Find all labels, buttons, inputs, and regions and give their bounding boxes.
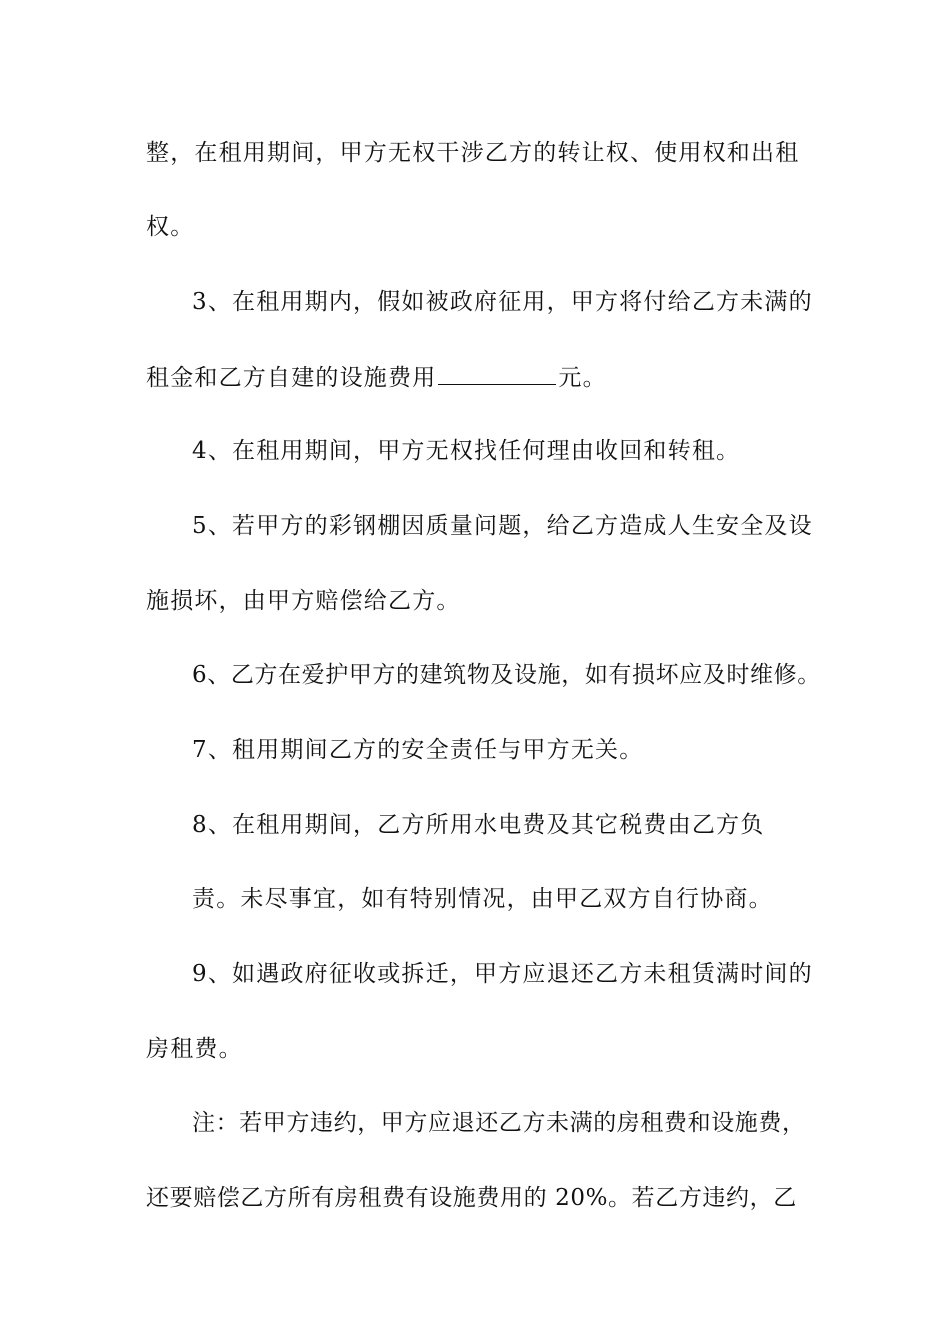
clause-4: 4、在租用期间，甲方无权找任何理由收回和转租。 — [192, 438, 741, 464]
clause-8: 8、在租用期间，乙方所用水电费及其它税费由乙方负 — [192, 812, 765, 838]
text-line: 房租费。 — [146, 1036, 243, 1062]
text-line — [146, 362, 607, 393]
clause-7: 7、租用期间乙方的安全责任与甲方无关。 — [192, 737, 644, 763]
clause-9: 9、如遇政府征收或拆迁，甲方应退还乙方未租赁满时间的 — [192, 961, 813, 987]
text-fragment: 租金和乙方自建的设施费用 — [146, 365, 437, 391]
clause-5: 5、若甲方的彩钢棚因质量问题，给乙方造成人生安全及设 — [192, 513, 813, 539]
text-line: 施损坏，由甲方赔偿给乙方。 — [146, 588, 461, 614]
clause-3: 3、在租用期内，假如被政府征用，甲方将付给乙方未满的 — [192, 289, 813, 315]
fill-in-blank — [438, 362, 556, 385]
text-line: 权。 — [146, 214, 195, 240]
clause-6: 6、乙方在爱护甲方的建筑物及设施，如有损坏应及时维修。 — [192, 662, 821, 688]
text-fragment: 元。 — [558, 365, 607, 391]
text-line: 还要赔偿乙方所有房租费有设施费用的 20%。若乙方违约，乙 — [146, 1185, 797, 1211]
text-line: 整，在租用期间，甲方无权干涉乙方的转让权、使用权和出租 — [146, 140, 800, 166]
note: 注：若甲方违约，甲方应退还乙方未满的房租费和设施费， — [192, 1110, 806, 1136]
text-line: 责。未尽事宜，如有特别情况，由甲乙双方自行协商。 — [192, 886, 773, 912]
